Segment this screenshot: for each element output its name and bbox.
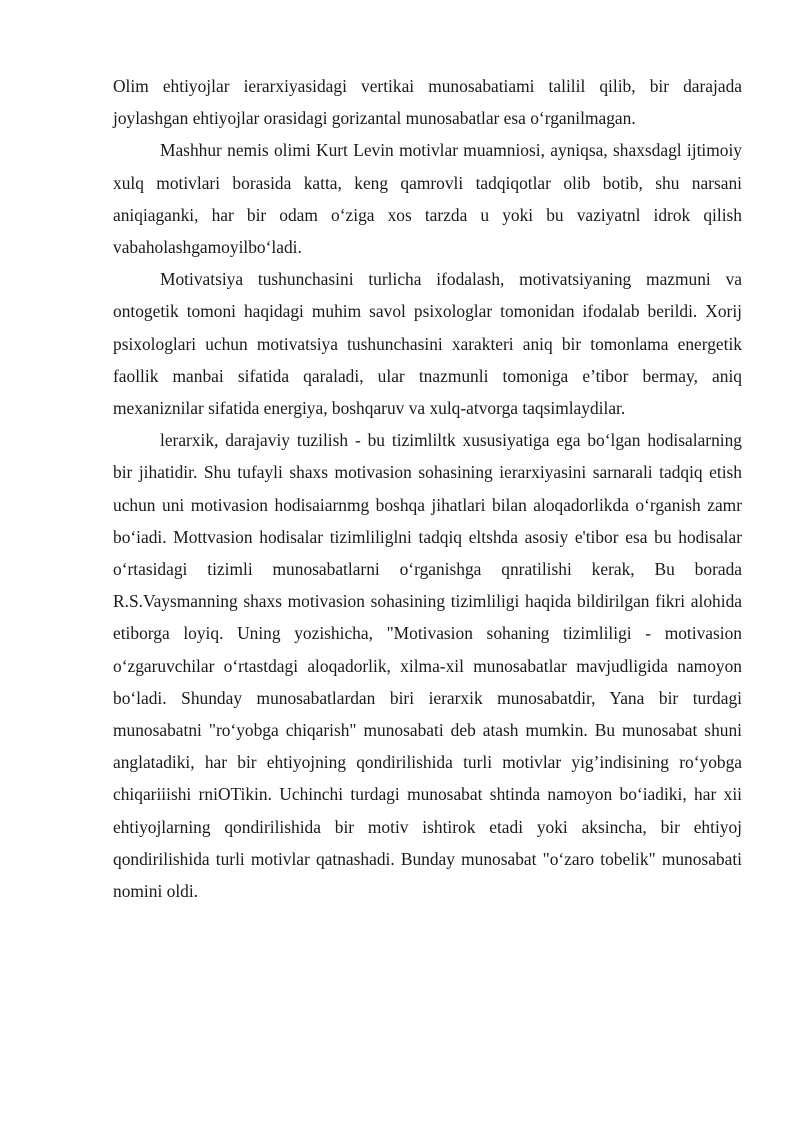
paragraph-3: Motivatsiya tushunchasini turlicha ifodalash, motivatsiyaning mazmuni va ontogetik tomoni haqidagi muhim savol psixologlar tomonidan ifodalab berildi. Xorij psixologlari uchun motivatsiya tushunchasini xarakteri aniq bir tomonlama energetik faollik manbai sifatida qaraladi, ular tnazmunli tomoniga e’tibor bermay, aniq mexaniznilar sifatida energiya, boshqaruv va xulq-atvorga taqsimlaydilar. bbox=[113, 269, 742, 419]
paragraph-2: Mashhur nemis olimi Kurt Levin motivlar muamniosi, ayniqsa, shaxsdagl ijtimoiy xulq motivlari borasida katta, keng qamrovli tadqiqotlar olib botib, shu narsani aniqiaganki, har bir odam o‘ziga xos tarzda u yoki bu vaziyatnl idrok qilish vabaholashgamoyilbo‘ladi. bbox=[113, 140, 742, 258]
body-text bbox=[113, 70, 742, 907]
paragraph-4: lerarxik, darajaviy tuzilish - bu tizimliltk xususiyatiga ega bo‘lgan hodisalarning bir jihatidir. Shu tufayli shaxs motivasion sohasining ierarxiyasini sarnarali tadqiq etish uchun uni motivasion hodisaiarnmg boshqa jihatlari bilan aloqadorlikda o‘rganish zamr bo‘iadi. Mottvasion hodisalar tizimliliglni tadqiq eltshda asosiy e'tibor esa bu hodisalar o‘rtasidagi tizimli munosabatlarni o‘rganishga qnratilishi kerak, Bu borada R.S.Vaysmanning shaxs motivasion sohasining tizimliligi haqida bildirilgan fikri alohida etiborga loyiq. Uning yozishicha, "Motivasion sohaning tizimliligi - motivasion o‘zgaruvchilar o‘rtastdagi aloqadorlik, xilma-xil munosabatlar mavjudligida namoyon bo‘ladi. Shunday munosabatlardan biri ierarxik munosabatdir, Yana bir turdagi munosabatni "ro‘yobga chiqarish" munosabati deb atash mumkin. Bu munosabat shuni anglatadiki, har bir ehtiyojning qondirilishida turli motivlar yig’indisining ro‘yobga chiqariiishi rniOTikin. Uchinchi turdagi munosabat shtinda namoyon bo‘iadiki, har xii ehtiyojlarning qondirilishida bir motiv ishtirok etadi yoki aksincha, bir ehtiyoj qondirilishida turli motivlar qatnashadi. Bunday munosabat "o‘zaro tobelik" munosabati nomini oldi. bbox=[113, 430, 742, 902]
paragraph-1: Olim ehtiyojlar ierarxiyasidagi vertikai munosabatiami talilil qilib, bir darajada joylashgan ehtiyojlar orasidagi gorizantal munosabatlar esa o‘rganilmagan. bbox=[113, 76, 742, 129]
